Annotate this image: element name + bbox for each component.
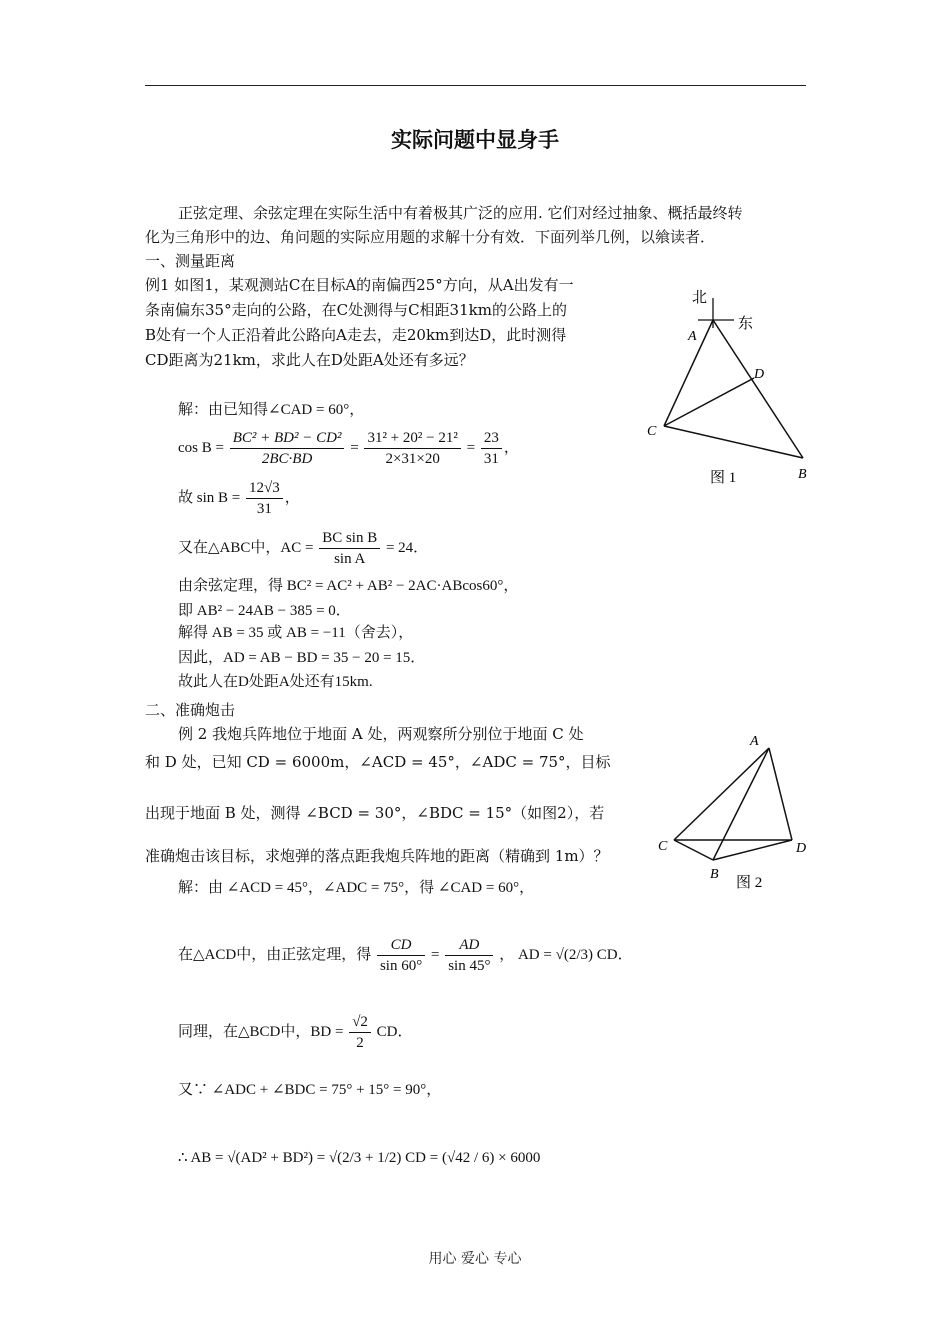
cosB-numerator-2: 31² + 20² − 21²	[364, 428, 460, 449]
solution2-line-2: 在△ACD中，由正弦定理，得 $\frac{CD}{\sin 60^\circ}$ = $\frac{AD}{\sin 45^\circ}$ ， AD = √(2/3) CD．	[178, 937, 633, 974]
figure-1	[640, 280, 820, 490]
north-label: 北	[692, 290, 708, 306]
solution1-line-8: 因此，AD = AB − BD = 35 − 20 = 15．	[178, 650, 426, 666]
point-A-label: A	[688, 329, 697, 344]
cosB-numerator-1: BC² + BD² − CD²	[230, 428, 345, 449]
solution2-line-4: 又∵ ∠ADC + ∠BDC = 75° + 15° = 90°，	[178, 1082, 442, 1098]
point-B-label: B	[798, 467, 807, 482]
sinB-numerator: 12√3	[246, 478, 283, 499]
sine-law-fraction-2	[445, 935, 493, 976]
bd-denominator: 2	[356, 1035, 364, 1051]
point-C-label: C	[647, 424, 657, 439]
point-B-label: B	[710, 867, 719, 882]
solution2-line-3	[178, 1012, 413, 1053]
ac-denominator: sin A	[334, 551, 366, 567]
bd-lhs: 同理，在△BCD中，BD =	[178, 1023, 344, 1040]
cosB-lhs: cos B =	[178, 439, 224, 456]
example1-line-4: CD距离为21km，求此人在D处距A处还有多远？	[145, 351, 474, 369]
sine-law-intro: 在△ACD中，由正弦定理，得	[178, 946, 372, 963]
solution1-line-6: 即 AB² − 24AB − 385 = 0．	[178, 603, 351, 619]
point-A-label: A	[750, 734, 759, 749]
solution1-ac	[178, 528, 428, 569]
segment-BD	[713, 840, 792, 860]
example2-line-3: 出现于地面 B 处，测得 ∠BCD = 30°，∠BDC = 15°（如图2），若	[145, 804, 605, 822]
cosB-denominator-1: 2BC·BD	[261, 451, 313, 467]
solution1-cosB: cos B = $\frac{\text{BC² + BD² − CD²}}{2BC\cdot BD}$ = $\frac{\text{31² + 20² − 21²}}{2\times 31\times 20}$ = $\frac{23}{31}$ ，	[178, 430, 519, 467]
example2-line-2: 和 D 处，已知 CD = 6000m，∠ACD = 45°，∠ADC = 75°，目标	[145, 753, 611, 771]
segment-CB	[674, 840, 713, 860]
segment-CD	[664, 378, 754, 426]
header-rule	[145, 85, 806, 86]
segment-AB	[713, 748, 769, 860]
ac-numerator: BC sin B	[319, 528, 380, 549]
solution1-sinB: 故 sin B = $\frac{12√3}{31}$ ，	[178, 480, 300, 517]
section-heading-1: 一、测量距离	[145, 252, 236, 270]
page-footer: 用心 爱心 专心	[428, 1251, 522, 1267]
figure-1-caption: 图 1	[710, 470, 737, 486]
sine-law-numerator-1: CD	[377, 935, 425, 956]
sinB-lhs: 故 sin B =	[178, 489, 241, 506]
point-C-label: C	[658, 839, 668, 854]
segment-AD	[769, 748, 792, 840]
cosB-numerator-3: 23	[481, 428, 502, 449]
intro-line-2: 化为三角形中的边、角问题的实际应用题的求解十分有效．下面列举几例，以飨读者．	[145, 228, 716, 246]
solution2-line-1: 解：由 ∠ACD = 45°，∠ADC = 75°，得 ∠CAD = 60°，	[178, 880, 535, 896]
intro-line-1: 正弦定理、余弦定理在实际生活中有着极其广泛的应用. 它们对经过抽象、概括最终转	[178, 204, 743, 222]
sine-law-numerator-2: AD	[445, 935, 493, 956]
cosB-fraction-2	[364, 428, 460, 469]
solution1-line-9: 故此人在D处距A处还有15km.	[178, 674, 373, 690]
sine-law-denominator-1: sin 60°	[379, 958, 423, 974]
solution1-line-5: 由余弦定理，得 BC² = AC² + AB² − 2AC·ABcos60°，	[178, 578, 519, 594]
segment-AC	[674, 748, 769, 840]
bd-fraction	[349, 1012, 371, 1053]
segment-AB	[713, 320, 803, 458]
point-D-label: D	[754, 367, 765, 382]
point-D-label: D	[796, 841, 807, 856]
solution2-line-5: ∴ AB = √(AD² + BD²) = √(2/3 + 1/2) CD = (√42 / 6) × 6000	[178, 1150, 541, 1166]
page-title: 实际问题中显身手	[391, 128, 559, 152]
example2-line-1: 例 2 我炮兵阵地位于地面 A 处，两观察所分别位于地面 C 处	[178, 725, 584, 743]
bd-numerator: √2	[349, 1012, 371, 1033]
example1-line-2: 条南偏东35°走向的公路，在C处测得与C相距31km的公路上的	[145, 301, 567, 319]
cosB-fraction-3	[481, 428, 502, 469]
ac-result: = 24．	[385, 539, 429, 556]
segment-CB	[664, 426, 803, 458]
solution1-line-1: 解：由已知得∠CAD = 60°，	[178, 402, 365, 418]
example1-line-1: 例1 如图1，某观测站C在目标A的南偏西25°方向，从A出发有一	[145, 276, 574, 294]
cosB-fraction-1	[230, 428, 345, 469]
ac-lhs: 又在△ABC中，AC =	[178, 539, 314, 556]
example2-line-4: 准确炮击该目标，求炮弹的落点距我炮兵阵地的距离（精确到 1m）？	[145, 847, 609, 865]
sinB-fraction	[246, 478, 283, 519]
figure-2-caption: 图 2	[736, 875, 763, 891]
sine-law-fraction-1	[377, 935, 425, 976]
ad-result: ， AD = √(2/3) CD．	[499, 946, 633, 963]
sine-law-denominator-2: sin 45°	[448, 958, 491, 974]
east-label: 东	[738, 316, 754, 332]
bd-result: CD．	[376, 1023, 413, 1040]
cosB-denominator-3: 31	[483, 451, 499, 467]
sinB-denominator: 31	[256, 501, 272, 517]
solution1-line-7: 解得 AB = 35 或 AB = −11（舍去），	[178, 625, 414, 641]
ac-fraction	[319, 528, 380, 569]
figure-2	[650, 730, 820, 895]
section-heading-2: 二、准确炮击	[145, 701, 236, 719]
example1-line-3: B处有一个人正沿着此公路向A走去，走20km到达D，此时测得	[145, 326, 567, 344]
cosB-denominator-2: 2×31×20	[385, 451, 440, 467]
